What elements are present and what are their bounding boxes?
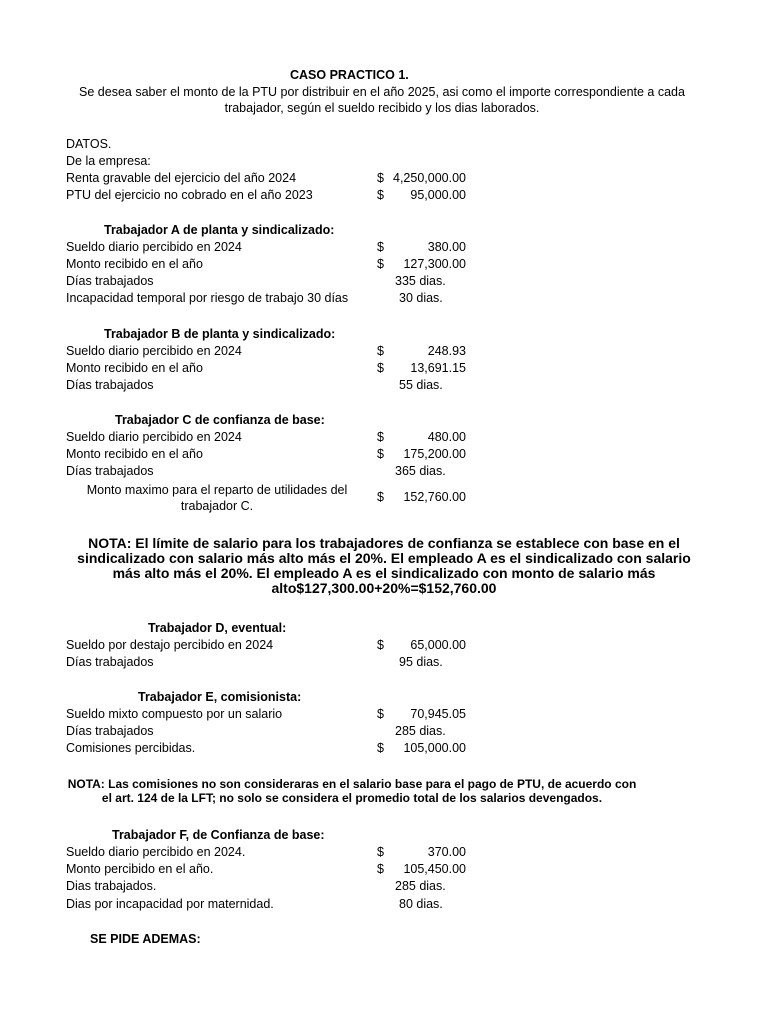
worker-d-dias-label: Días trabajados [66, 655, 154, 669]
worker-d-sueldo-amount: 65,000.00 [410, 638, 466, 652]
worker-f-sueldo-label: Sueldo diario percibido en 2024. [66, 845, 246, 859]
worker-f-monto-label: Monto percibido en el año. [66, 862, 214, 876]
worker-d-dias-value: 95 dias. [399, 655, 443, 669]
worker-b-sueldo-amount: 248.93 [427, 344, 466, 358]
worker-f-sueldo-amount: 370.00 [427, 845, 466, 859]
worker-c-max-currency: $ [377, 490, 384, 504]
ptu-no-cobrado-amount: 95,000.00 [410, 188, 466, 202]
worker-a-incapacidad-value: 30 dias. [399, 291, 443, 305]
worker-c-sueldo-currency: $ [377, 430, 384, 444]
worker-c-monto-amount: 175,200.00 [403, 447, 466, 461]
worker-f-sueldo-currency: $ [377, 845, 384, 859]
worker-a-sueldo-currency: $ [377, 240, 384, 254]
worker-f-maternidad-value: 80 dias. [399, 897, 443, 911]
worker-e-sueldo-currency: $ [377, 707, 384, 721]
worker-b-dias-label: Días trabajados [66, 378, 154, 392]
ptu-no-cobrado-label: PTU del ejercicio no cobrado en el año 2023 [66, 188, 313, 202]
renta-gravable-label: Renta gravable del ejercicio del año 2024 [66, 171, 297, 185]
se-pide-heading: SE PIDE ADEMAS: [90, 932, 201, 946]
worker-d-heading: Trabajador D, eventual: [148, 621, 287, 635]
worker-f-heading: Trabajador F, de Confianza de base: [112, 828, 325, 842]
renta-gravable-currency: $ [377, 171, 384, 185]
worker-b-monto-label: Monto recibido en el año [66, 361, 203, 375]
worker-c-max-amount: 152,760.00 [403, 490, 466, 504]
worker-f-dias-value: 285 dias. [395, 879, 446, 893]
worker-a-incapacidad-label: Incapacidad temporal por riesgo de trabajo 30 días [66, 291, 349, 305]
worker-a-monto-label: Monto recibido en el año [66, 257, 203, 271]
worker-f-dias-label: Dias trabajados. [66, 879, 157, 893]
worker-c-dias-label: Días trabajados [66, 464, 154, 478]
worker-d-sueldo-label: Sueldo por destajo percibido en 2024 [66, 638, 274, 652]
worker-f-maternidad-label: Dias por incapacidad por maternidad. [66, 897, 274, 911]
datos-heading: DATOS. [66, 137, 112, 151]
worker-b-dias-value: 55 dias. [399, 378, 443, 392]
worker-b-sueldo-label: Sueldo diario percibido en 2024 [66, 344, 242, 358]
worker-e-heading: Trabajador E, comisionista: [138, 690, 302, 704]
worker-a-sueldo-amount: 380.00 [427, 240, 466, 254]
worker-c-sueldo-amount: 480.00 [427, 430, 466, 444]
worker-b-monto-currency: $ [377, 361, 384, 375]
worker-c-sueldo-label: Sueldo diario percibido en 2024 [66, 430, 242, 444]
ptu-no-cobrado-currency: $ [377, 188, 384, 202]
worker-c-heading: Trabajador C de confianza de base: [115, 413, 325, 427]
worker-e-comisiones-label: Comisiones percibidas. [66, 741, 196, 755]
worker-e-comisiones-amount: 105,000.00 [403, 741, 466, 755]
renta-gravable-amount: 4,250,000.00 [393, 171, 466, 185]
worker-e-dias-label: Días trabajados [66, 724, 154, 738]
note-comisiones: NOTA: Las comisiones no son consideraras en el salario base para el pago de PTU, de acuerdo con el art. 124 de la LFT; no solo se considera el promedio total de los salarios devengados. [67, 777, 637, 805]
worker-c-max-label: Monto maximo para el reparto de utilidades del trabajador C. [86, 483, 348, 513]
document-title: CASO PRACTICO 1. [290, 68, 409, 82]
worker-a-dias-label: Días trabajados [66, 274, 154, 288]
worker-b-sueldo-currency: $ [377, 344, 384, 358]
worker-a-monto-amount: 127,300.00 [403, 257, 466, 271]
worker-e-sueldo-label: Sueldo mixto compuesto por un salario [66, 707, 283, 721]
worker-a-heading: Trabajador A de planta y sindicalizado: [104, 223, 335, 237]
worker-b-monto-amount: 13,691.15 [410, 361, 466, 375]
worker-a-sueldo-label: Sueldo diario percibido en 2024 [66, 240, 242, 254]
worker-e-dias-value: 285 dias. [395, 724, 446, 738]
worker-c-monto-label: Monto recibido en el año [66, 447, 203, 461]
worker-c-dias-value: 365 dias. [395, 464, 446, 478]
note-limite-salario: NOTA: El límite de salario para los trabajadores de confianza se establece con base en el sindicalizado con salario más alto más el 20%. El empleado A es el sindicalizado con salario más alto más el 20%. El empleado A es el sindicalizado con monto de salario más alto$127,300.00+20%=$152,760.00 [77, 535, 691, 596]
worker-c-monto-currency: $ [377, 447, 384, 461]
worker-b-heading: Trabajador B de planta y sindicalizado: [104, 327, 336, 341]
worker-e-sueldo-amount: 70,945.05 [410, 707, 466, 721]
worker-a-monto-currency: $ [377, 257, 384, 271]
empresa-label: De la empresa: [66, 154, 151, 168]
worker-f-monto-amount: 105,450.00 [403, 862, 466, 876]
worker-f-monto-currency: $ [377, 862, 384, 876]
worker-e-comisiones-currency: $ [377, 741, 384, 755]
intro-paragraph: Se desea saber el monto de la PTU por distribuir en el año 2025, asi como el importe correspondiente a cada trabajador, según el sueldo recibido y los dias laborados. [79, 85, 685, 115]
worker-d-sueldo-currency: $ [377, 638, 384, 652]
worker-a-dias-value: 335 dias. [395, 274, 446, 288]
